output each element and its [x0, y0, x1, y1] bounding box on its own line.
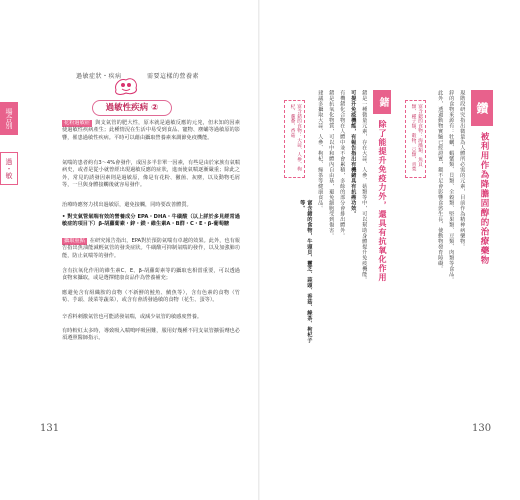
paragraph-4 — [62, 238, 240, 260]
side-tab-label: 場合別 — [5, 108, 13, 129]
column-4-text: 鍺是一種微量元素，存在大蒜、人參、菇類等中，可以幫助身體提升免疫機能。 — [361, 90, 368, 283]
column-3 — [436, 90, 443, 340]
column-1-text: 現階段研究指出微量為人體所必需的元素，目前作為精神病藥物。 — [459, 90, 466, 250]
decoration-illustration — [112, 74, 140, 96]
heading-strontium — [478, 132, 489, 322]
column-8 — [316, 90, 323, 340]
column-4 — [360, 90, 367, 340]
side-tab-category[interactable] — [0, 102, 18, 135]
column-2 — [447, 90, 454, 340]
paragraph-4-text: 在研究報告指出，EPA對於預防氣喘有卓越的效果。此外，也有報告指出魚油能減輕氣管的發炎症狀。牛磺酸可抑制氣喘的發作，以及加強肺功能，防止氣喘等的發作。 — [62, 238, 240, 259]
nutrient-list-text: • 對支氣管氣喘有效的營養成分 EPA・DHA・牛磺酸（以上詳於多見經常過敏症的項目下）β-胡蘿蔔素・鋅・鎂・維生素A・B群・C・E・β-葡萄糖 — [62, 214, 240, 228]
heading-germanium-text: 除了能提升免疫力外，還具有抗氧化作用 — [378, 120, 387, 282]
paragraph-5 — [62, 268, 240, 283]
column-6-text: 有機鍺化合物在人體中並不會累積，多餘的部分會排出體外。 — [339, 90, 346, 239]
paragraph-6 — [62, 290, 240, 305]
column-2-text: 鋅的食物來源有：牡蠣、蝦蟹類、貝類、全穀類、堅果類、豆類、肉類等食品。 — [448, 90, 455, 283]
column-1 — [458, 90, 465, 340]
running-header-right — [147, 71, 199, 80]
paragraph-5-text: 含有抗氧化作用的維生素C、E、β-胡蘿蔔素等的攝取也相當重要，可以透過食物來攝取，或是選擇健康食品作為營養補充； — [62, 268, 240, 282]
food-source-box-strontium-text: 富含鍶的食物：海藻類、魚貝類、種子類、穀物、豆類、青菜 — [410, 104, 422, 172]
paragraph-3 — [62, 202, 240, 209]
paragraph-8 — [62, 328, 240, 343]
column-9-text: 富含鍺的食物，牛頭貝、靈芝、蒜頭、香菇、綠茶、枸杞子等。 — [299, 200, 313, 343]
element-tab-germanium-label: 鍺 — [377, 97, 388, 107]
paragraph-7-text: 辛香料刺激氣管也可能誘發氣喘，或減少氣管的敏感度營養。 — [62, 314, 203, 320]
food-source-box-germanium — [284, 100, 305, 178]
side-tab2-label: 過・敏 — [5, 158, 13, 179]
paragraph-4-tag: 攝取重點 — [64, 238, 85, 244]
column-3-text: 此外，透過動物實驗已經證實，鍶不足會影響食慾生長、使動物發育障礙。 — [437, 90, 444, 272]
column-6 — [338, 90, 345, 340]
side-tab-subcategory[interactable] — [0, 152, 18, 185]
column-7 — [327, 90, 334, 340]
paragraph-8-text: 有時較紅太多時，導致吸入喘鳴呼吸困難，服用好幾種不同支氣管擴張劑也必須遵照醫師指示。 — [62, 328, 240, 342]
section-title — [92, 100, 172, 116]
paragraph-1 — [62, 120, 240, 142]
element-tab-strontium-label: 鑽 — [475, 102, 489, 114]
nutrient-list — [62, 214, 240, 229]
column-5 — [349, 90, 356, 340]
food-source-box-strontium — [405, 100, 426, 178]
heading-germanium — [377, 120, 388, 320]
page-number-right — [472, 423, 491, 434]
heading-strontium-text: 被利用作為降膽固醇的治療藥物 — [479, 132, 489, 265]
element-tab-strontium — [471, 90, 493, 126]
column-5-text: 可提升免疫機能，有報告指出有機鍺具有抗癌功效。 — [350, 90, 357, 217]
column-7-text: 鍺是抗氧化物質，可以中和體內自由基，避免細胞受到傷害。 — [328, 90, 335, 239]
paragraph-7 — [62, 314, 240, 321]
page-number-left — [40, 423, 59, 434]
header-subtopic: 需要這樣的營養素 — [147, 73, 200, 80]
paragraph-2-text: 氣喘的患者約有3～4%會發作，成因多半非單一因素，有些是由於家族有氣喘病史，或者是從小就曾經出現過敏反應的症狀，進而使氣喘逐漸嚴重；除此之外，常見的誘發因素則是過敏原，像是有花粉、黴菌、灰塵，以及動物毛屑等，一旦與身體接觸後就容易發作。 — [62, 160, 240, 189]
paragraph-1-text: 與支氣管的肥大性，原本就是過敏反應的元兇，但未知的因素使過敏性疾病產生；此種情況在生活中易受到食品、寵物、塵蟎等過敏原的影響，罹患過敏性疾病。平時可以藉由攝取營養素來調節免疫機能。 — [62, 120, 240, 141]
column-9 — [298, 200, 312, 350]
element-tab-germanium — [373, 90, 391, 114]
header-topic: 過敏症狀・疾病 — [76, 73, 122, 80]
paragraph-1-tag: 花粉過敏症 — [64, 120, 90, 126]
paragraph-3-text: 治療時應努力找出過敏原，避免接觸，同時要改善體質。 — [62, 202, 192, 208]
column-8-text: 建議多攝取大蒜、人參、枸杞、綠茶等健康食品。 — [317, 90, 324, 211]
page-number-left-text: 131 — [40, 423, 60, 434]
section-title-text: 過敏性疾病 ② — [105, 103, 159, 113]
paragraph-6-text: 應避免含有組織胺的食物（不新鮮的鮭魚、鯖魚等），含有色素的食物（竹筍、芋頭、菠菜等蔬菜），或含有會誘發過敏的食物（花生、蛋等）。 — [62, 290, 240, 304]
page-number-right-text: 130 — [472, 423, 492, 434]
paragraph-2 — [62, 160, 240, 190]
food-source-box-germanium-text: 富含鍺的食物：大蒜、人參、枸杞、蘆薈、香菇 — [289, 104, 301, 172]
